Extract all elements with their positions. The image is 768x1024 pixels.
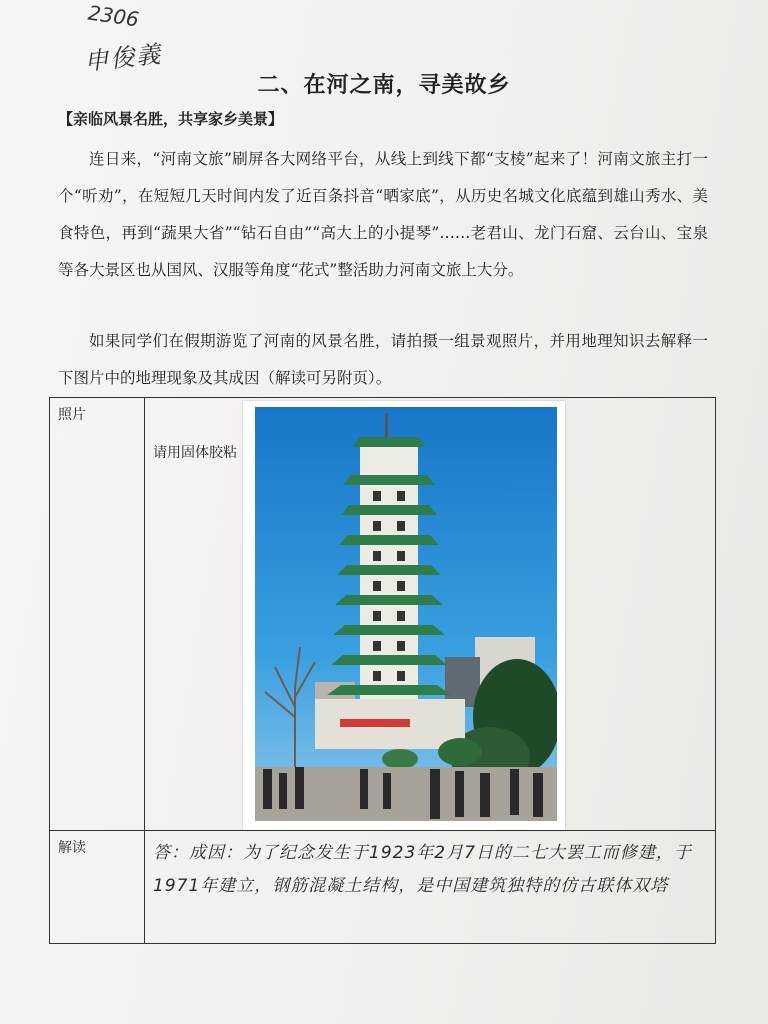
interpret-cell	[145, 831, 716, 944]
section-subtitle: 【亲临风景名胜，共享家乡美景】	[58, 110, 284, 128]
handwritten-answer: 答：成因：为了纪念发生于1923年2月7日的二七大罢工而修建，于1971年建立，钢筋混凝土结构，是中国建筑独特的仿古联体双塔	[153, 843, 692, 896]
pasted-photo	[243, 401, 565, 830]
paste-hint: 请用固体胶粘	[153, 445, 237, 461]
task-instruction-paragraph: 如果同学们在假期游览了河南的风景名胜，请拍摄一组景观照片，并用地理知识去解释一下图片中的地理现象及其成因（解读可另附页）。	[58, 332, 708, 387]
intro-paragraph: 连日来，“河南文旅”刷屏各大网络平台，从线上到线下都“支棱”起来了！河南文旅主打一个“听劝”，在短短几天时间内发了近百条抖音“晒家底”，从历史名城文化底蕴到雄山秀水、美食特色，再到“蔬果大省”“钻石自由”“高大上的小提琴”……老君山、龙门石窟、云台山、宝泉等各大景区也从国风、汉服等角度“花式”整活助力河南文旅上大分。	[58, 150, 708, 279]
handwritten-student-name: 申俊義	[83, 39, 164, 76]
interpret-label-cell	[50, 831, 145, 944]
interpretation-row	[50, 831, 716, 944]
erqi-tower-photo	[255, 407, 557, 821]
section-title: 二、在河之南，寻美故乡	[257, 73, 511, 98]
interpret-label: 解读	[58, 840, 86, 856]
photo-label: 照片	[58, 407, 86, 423]
photo-label-cell	[50, 398, 145, 831]
handwritten-class-number: 2306	[86, 0, 141, 32]
